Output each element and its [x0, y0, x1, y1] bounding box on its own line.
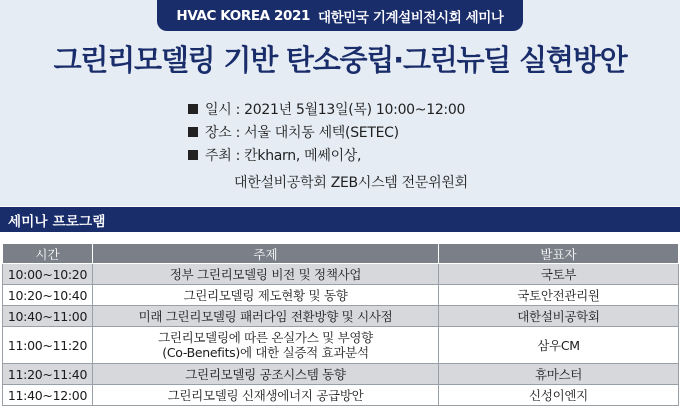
table-row: [3, 385, 679, 406]
time-cell: 11:00~11:20: [3, 327, 93, 364]
program-table: [2, 243, 679, 406]
topic-line-1: 그린리모델링에 따른 온실가스 및 부영향: [158, 330, 373, 345]
event-name: HVAC KOREA 2021: [176, 7, 310, 24]
speaker-cell: 신성이엔지: [439, 385, 679, 406]
speaker-cell: 휴마스터: [439, 364, 679, 385]
time-cell: 11:20~11:40: [3, 364, 93, 385]
topic-cell: 미래 그린리모델링 패러다임 전환방향 및 시사점: [93, 306, 439, 327]
topic-cell: 그린리모델링 공조시스템 동향: [93, 364, 439, 385]
speaker-cell: 삼우CM: [439, 327, 679, 364]
table-header-row: [3, 244, 679, 264]
table-row: [3, 285, 679, 306]
event-info: [188, 97, 468, 193]
event-subtitle: 대한민국 기계설비전시회 세미나: [317, 9, 504, 26]
time-cell: 10:00~10:20: [3, 264, 93, 285]
program-section-header: 세미나 프로그램: [0, 207, 680, 232]
speaker-cell: 대한설비공학회: [439, 306, 679, 327]
time-cell: 11:40~12:00: [3, 385, 93, 406]
column-header-topic: 주제: [93, 244, 439, 264]
speaker-cell: 국토안전관리원: [439, 285, 679, 306]
topic-cell: 그린리모델링 제도현황 및 동향: [93, 285, 439, 306]
table-row: [3, 364, 679, 385]
header-banner: [157, 0, 523, 31]
time-cell: 10:40~11:00: [3, 306, 93, 327]
topic-line-2: (Co-Benefits)에 대한 실증적 효과분석: [162, 345, 369, 360]
square-bullet-icon: [188, 150, 198, 160]
info-host-continued: 대한설비공학회 ZEB시스템 전문위원회: [234, 174, 468, 191]
info-venue: 장소 : 서울 대치동 세텍(SETEC): [188, 120, 468, 143]
topic-cell: 정부 그린리모델링 비전 및 정책사업: [93, 264, 439, 285]
speaker-cell: 국토부: [439, 264, 679, 285]
info-date: 일시 : 2021년 5월13일(목) 10:00~12:00: [188, 97, 468, 120]
time-cell: 10:20~10:40: [3, 285, 93, 306]
square-bullet-icon: [188, 104, 198, 114]
column-header-time: 시간: [3, 244, 93, 264]
topic-cell: 그린리모델링 신재생에너지 공급방안: [93, 385, 439, 406]
table-row: [3, 327, 679, 364]
table-row: [3, 306, 679, 327]
info-host: 주최 : 칸kharn, 메쎄이상,: [188, 143, 468, 166]
table-row: [3, 264, 679, 285]
page-title: 그린리모델링 기반 탄소중립·그린뉴딜 실현방안: [53, 43, 627, 77]
topic-cell: [93, 327, 439, 364]
column-header-speaker: 발표자: [439, 244, 679, 264]
square-bullet-icon: [188, 127, 198, 137]
